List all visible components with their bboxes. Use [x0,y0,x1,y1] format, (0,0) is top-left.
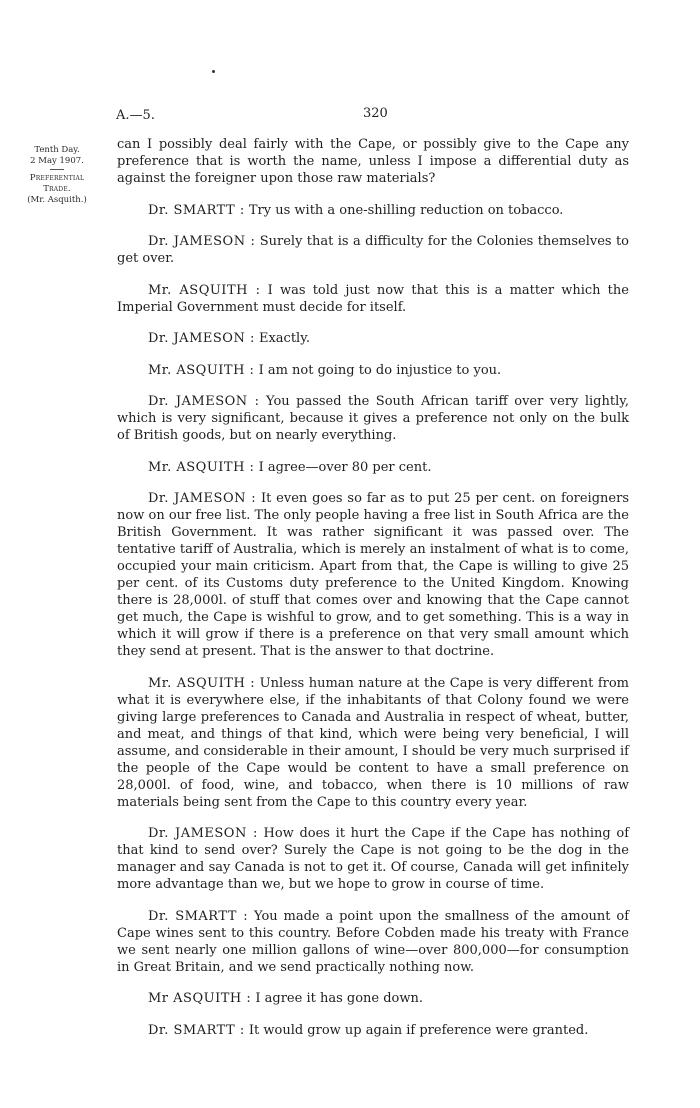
paragraph [117,362,629,379]
paragraph [117,459,629,476]
paragraph [117,393,629,444]
margin-note [14,145,100,206]
margin-rule [50,169,64,170]
paragraph-text: It even goes so far as to put 25 per cent. on foreigners now on our free list. The only people having a free list in South Africa are the British Government. It was rather significant it was passed over. The tentative tariff of Australia, which is merely an instalment of what is to come, occupied your main criticism. Apart from that, the Cape is willing to give 25 per cent. of its Customs duty preference to the United Kingdom. Knowing there is 28,000l. of stuff that comes over and knowing that the Cape cannot get much, the Cape is wishful to grow, and to get something. This is a way in which it will grow if there is a preference on that very small amount which they send at present. That is the answer to that doctrine. [117,491,629,659]
speaker-label: Dr. JAMESON : [148,491,257,506]
paragraph-text: How does it hurt the Cape if the Cape has nothing of that kind to send over? Surely the Cape is not going to be the dog in the manager and say Canada is not to get it. Of course, Canada will get infinitely more advantage than we, but we hope to grow in course of time. [117,826,630,892]
paragraph [117,1022,629,1039]
paragraph-text: I agree—over 80 per cent. [258,459,432,475]
paragraph-text: can I possibly deal fairly with the Cape, or possibly give to the Cape any preference that is worth the name, unless I impose a differential duty as against the foreigner upon those raw materials? [117,137,629,186]
margin-subject-1: Preferential [29,173,85,183]
margin-speaker: (Mr. Asquith.) [27,195,87,205]
margin-subject-2: Trade. [43,184,71,194]
speaker-label: Dr. JAMESON : [148,331,255,346]
paragraph-text: Try us with a one-shilling reduction on tobacco. [248,202,564,218]
paragraph [117,202,629,219]
paragraph-text: Surely that is a difficulty for the Colonies themselves to get over. [117,234,629,266]
margin-day: Tenth Day. [34,145,80,155]
speaker-label: Dr. SMARTT : [148,202,245,218]
paragraph [117,675,629,811]
document-reference: A.—5. [116,108,155,123]
paragraph-text: It would grow up again if preference were granted. [248,1022,589,1038]
page-mark [212,70,215,73]
paragraph-text: Exactly. [258,331,310,346]
transcript-body [117,136,629,1053]
paragraph [117,282,629,316]
speaker-label: Dr. JAMESON : [148,234,256,249]
paragraph-text: I agree it has gone down. [255,991,424,1006]
speaker-label: Dr. SMARTT : [148,1022,245,1038]
speaker-label: Dr. JAMESON : [148,826,258,841]
speaker-label: Dr. SMARTT : [148,908,249,924]
paragraph-text: Unless human nature at the Cape is very different from what it is everywhere else, if the inhabitants of that Colony found we were giving large preferences to Canada and Australia in respect of wheat, butter, and meat, and things of that kind, which were being very beneficial, I will assume, and considerable in their amount, I should be very much surprised if the people of the Cape would be content to have a small preference on 28,000l. of food, wine, and tobacco, when there is 10 millions of raw materials being sent from the Cape to this country every year. [117,675,629,810]
speaker-label: Dr. JAMESON : [148,394,260,409]
margin-date: 2 May 1907. [30,156,84,166]
speaker-label: Mr ASQUITH : [148,991,252,1006]
paragraph-text: I am not going to do injustice to you. [258,362,502,378]
paragraph [117,908,629,976]
speaker-label: Mr. ASQUITH : [148,282,261,298]
paragraph [117,233,629,267]
speaker-label: Mr. ASQUITH : [148,675,256,691]
paragraph-text: You made a point upon the smallness of the amount of Cape wines sent to this country. Before Cobden made his treaty with France we sent nearly one million gallons of wine—over 800,000—for consumption in Great Britain, and we send practically nothing now. [117,908,630,975]
speaker-label: Mr. ASQUITH : [148,459,255,475]
speaker-label: Mr. ASQUITH : [148,362,255,378]
paragraph [117,136,629,187]
paragraph [117,825,629,893]
paragraph-text: I was told just now that this is a matter which the Imperial Government must decide for itself. [117,282,629,315]
paragraph [117,490,629,660]
paragraph [117,330,629,347]
paragraph [117,990,629,1007]
paragraph-text: You passed the South African tariff over very lightly, which is very significant, because it gives a preference not only on the bulk of British goods, but on nearly everything. [117,394,630,443]
page-number: 320 [363,106,388,121]
